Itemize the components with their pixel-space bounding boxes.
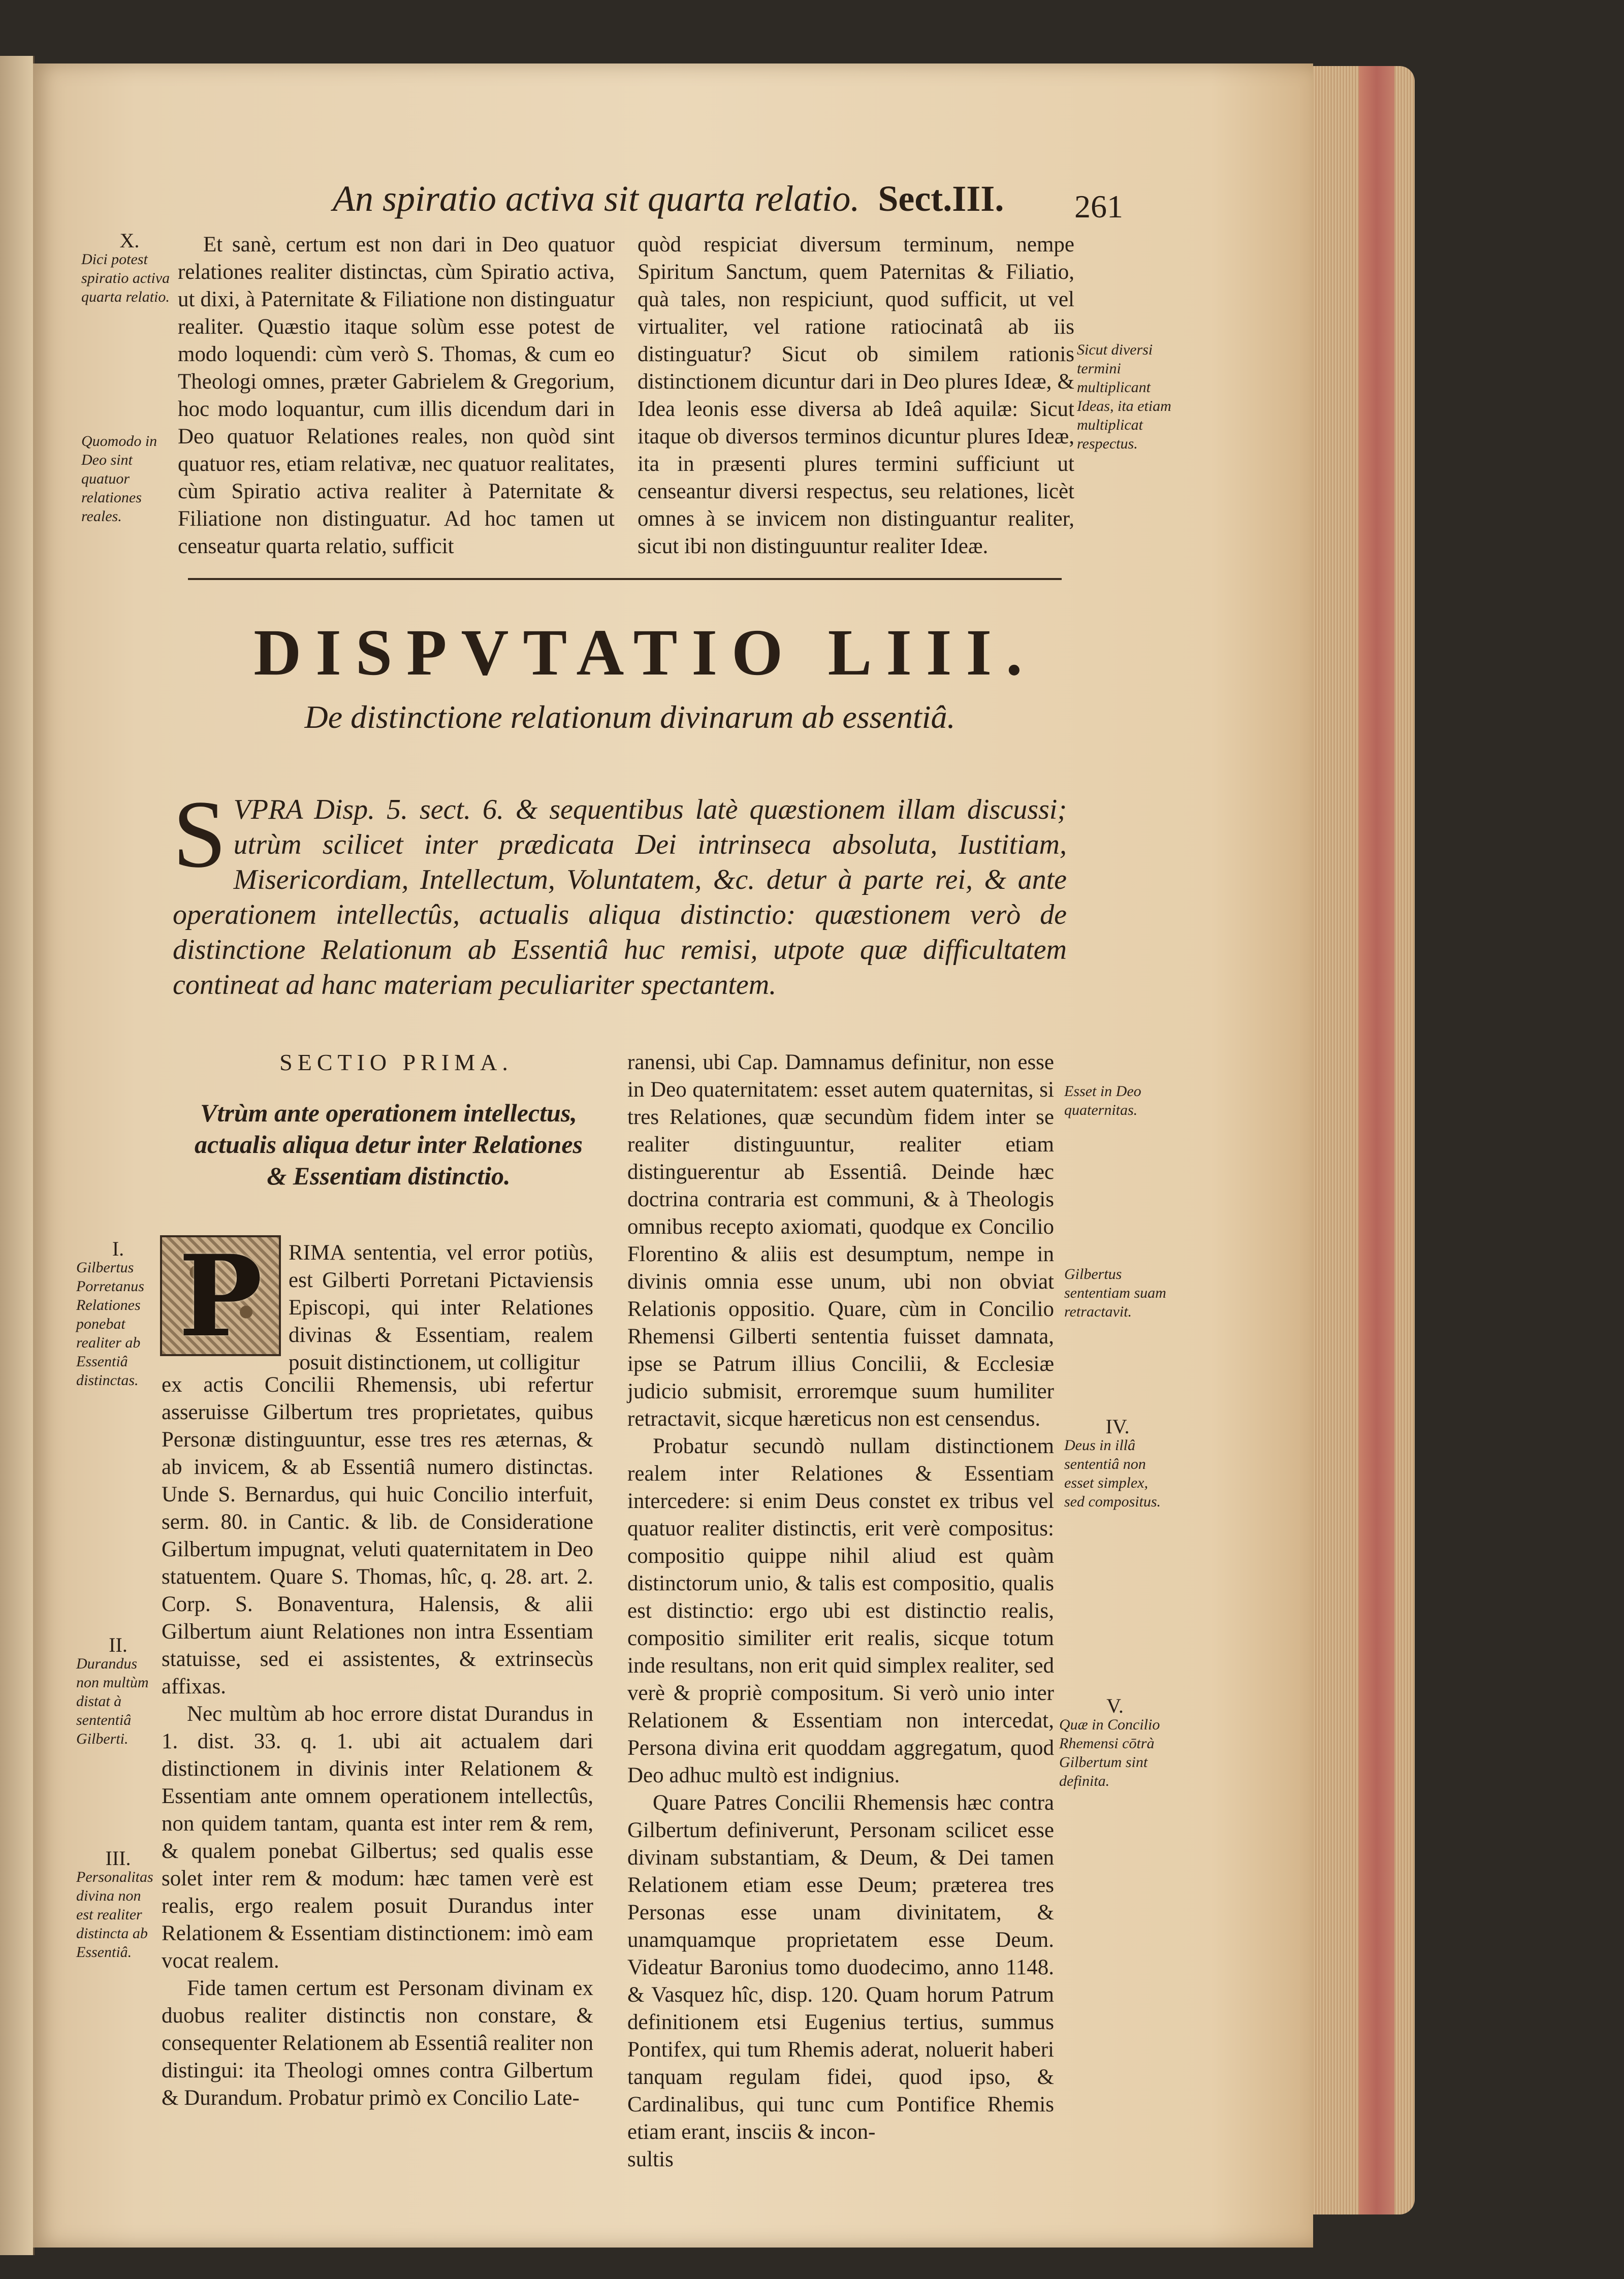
section-rule: [188, 578, 1062, 580]
margin-note-number: I.: [112, 1237, 124, 1260]
paragraph: Probatur secundò nullam distinctionem realem inter Relationes & Essentiam intercedere: si enim Deus constet ex tribus vel quatuor realiter distinctis, erit verè compositus: compositio quippe nihil aliud est quàm distinctorum unio, & talis est compositio, qualis est distinctio: ergo ubi est distinctio realis, compositio similiter erit realis, sicque totum inde resultans, non erit quid simplex realiter, sed verè & propriè compositum. Si verò unio inter Relationem & Essentiam non intercedat, Persona divina erit quoddam aggregatum, quod Deo adhuc multò est indignius.: [627, 1434, 1054, 1787]
margin-note-sicut: [1077, 340, 1179, 453]
margin-note-number: V.: [1106, 1694, 1124, 1717]
intro-paragraph: [173, 781, 1067, 1003]
red-edge-stain: [1359, 66, 1394, 2214]
running-head: [333, 178, 1095, 223]
decorated-initial-letter: P: [178, 1230, 263, 1362]
disputatio-subtitle: De distinctione relationum divinarum ab essentiâ.: [304, 699, 956, 735]
margin-note-i: [76, 1239, 160, 1390]
margin-note-quomodo: [81, 432, 178, 526]
margin-note-text: Quomodo in Deo sint quatuor relationes reales.: [81, 433, 157, 525]
paragraph: ranensi, ubi Cap. Damnamus definitur, non esse in Deo quaternitatem: esset autem quaternitas, si tres Relationes, quæ secundùm fidem inter se realiter distinguuntur, realiter etiam distinguerentur ab Essentiâ. Deinde hæc doctrina contraria est communi, & à Theologis omnibus recepto axiomati, quodque ex Concilio Florentino & aliis est desumptum, nempe in divinis omnia esse unum, ubi non obviat Relationis oppositio. Quare, cùm in Concilio Rhemensi Gilberti sententia fuisset damnata, ipse se Patrum illius Concilii, & Ecclesiæ judicio submisit, erroremque suum humiliter retractavit, sicque hæreticus non est censendus.: [627, 1050, 1054, 1431]
decorated-initial: [160, 1230, 281, 1362]
paragraph: Nec multùm ab hoc errore distat Durandus in 1. dist. 33. q. 1. ubi ait actualem dari distinctionem in divinis inter Relationem & Essentiam ante omnem operationem intellectûs, non quidem tantam, quanta est inter rem & rem, & qualem ponebat Gilbertus; sed qualis esse solet inter rem & modum: hæc tamen verè est realis, ergo realem posuit Durandus inter Relationem & Essentiam distinctionem: imò eam vocat realem.: [162, 1702, 593, 1973]
margin-note-iii: [76, 1849, 160, 1962]
facing-page-edge: [0, 56, 35, 2255]
top-right-column: [638, 231, 1074, 560]
margin-note-retractavit: [1064, 1265, 1171, 1321]
paragraph: quòd respiciat diversum terminum, nempe Spiritum Sanctum, quem Paternitas & Filiatio, quà tales, non respiciunt, quod sufficit, ut vel virtualiter, vel ratione ratiocinatâ ab iis distinguatur? Sicut ob similem rationis distinctionem dicuntur dari in Deo plures Ideæ, & Idea leonis esse diversa ab Ideâ aquilæ: Sicut itaque ob diversos terminos dicuntur plures Ideæ, ita in præsenti plures termini sufficiunt ut censeantur diversi respectus, seu relationes, licèt omnes à se invicem non distinguantur realiter, sicut ibi non distinguuntur realiter Ideæ.: [638, 233, 1074, 558]
book-page-edges: [1313, 66, 1415, 2214]
left-para1-lead: [289, 1239, 593, 1376]
margin-note-text: Quæ in Concilio Rhemensi cōtrà Gilbertum sint definita.: [1059, 1716, 1160, 1789]
margin-note-number: IV.: [1105, 1415, 1130, 1438]
right-column-body: [627, 1049, 1054, 2173]
intro-initial: S: [173, 781, 227, 888]
margin-note-v: [1059, 1696, 1171, 1790]
margin-note-text: Gilbertus Porretanus Relationes ponebat realiter ab Essentiâ distinctas.: [76, 1259, 144, 1389]
margin-note-x: [81, 231, 178, 306]
margin-note-quaternitas: [1064, 1082, 1171, 1119]
margin-note-text: Sicut diversi termini multiplicant Ideas, ita etiam multiplicat respectus.: [1077, 341, 1171, 452]
margin-note-text: Esset in Deo quaternitas.: [1064, 1083, 1141, 1118]
intro-text: VPRA Disp. 5. sect. 6. & sequentibus latè quæstionem illam discussi; utrùm scilicet inter prædicata Dei intrinseca absoluta, Iustitiam, Misericordiam, Intellectum, Voluntatem, &c. detur à parte rei, & ante operationem intellectûs, actualis aliqua distinctio: quæstionem verò de distinctione Relationum ab Essentiâ huc remisi, utpote quæ difficultatem contineat ad hanc materiam peculiariter spectantem.: [173, 794, 1067, 1001]
paragraph: Et sanè, certum est non dari in Deo quatuor relationes realiter distinctas, cùm Spiratio activa, ut dixi, à Paternitate & Filiatione non distinguatur realiter. Quæstio itaque solùm esse potest de modo loquendi: cùm verò S. Thomas, & cum eo Theologi omnes, præter Gabrielem & Gregorium, hoc modo loquantur, cum illis dicendum dari in Deo quatuor Relationes reales, non quòd sint quatuor res, etiam relativæ, nec quatuor realitates, cùm Spiratio activa realiter à Paternitate & Filiatione non distinguatur. Ad hoc tamen ut censeatur quarta relatio, sufficit: [178, 233, 615, 558]
margin-note-text: Dici potest spiratio activa quarta relatio.: [81, 251, 170, 305]
running-section: Sect.III.: [878, 178, 1004, 219]
margin-note-number: II.: [109, 1633, 128, 1656]
disputatio-title: DISPVTATIO LIII.: [253, 616, 1037, 689]
margin-note-text: Durandus non multùm distat à sententiâ Gilberti.: [76, 1655, 149, 1747]
margin-note-text: Personalitas divina non est realiter distincta ab Essentiâ.: [76, 1869, 153, 1961]
paragraph: Fide tamen certum est Personam divinam ex duobus realiter distinctis non constare, & consequenter Relationem ab Essentiâ realiter non distingui: ita Theologi omnes contra Gilbertum & Durandum. Probatur primò ex Concilio Late-: [162, 1976, 593, 2110]
top-left-column: [178, 231, 615, 560]
left-column-body: [162, 1371, 593, 2112]
running-title: An spiratio activa sit quarta relatio.: [333, 178, 860, 219]
margin-note-number: III.: [105, 1847, 131, 1870]
margin-note-iv: [1064, 1417, 1171, 1511]
paragraph: ex actis Concilii Rhemensis, ubi refertur asseruisse Gilbertum tres proprietates, quibus Personæ distinguuntur, esse tres res æternas, & ab invicem, & ab Essentiâ numero distinctas. Unde S. Bernardus, qui huic Concilio interfuit, serm. 80. in Cantic. & lib. de Consideratione Gilbertum impugnat, veluti quaternitatem in Deo statuentem. Quare S. Thomas, hîc, q. 28. art. 2. Corp. S. Bonaventura, Halensis, & alii Gilbertum aiunt Relationes non intra Essentiam statuisse, sed ei assistentes, & extrinsecùs affixas.: [162, 1373, 593, 1698]
paragraph: Quare Patres Concilii Rhemensis hæc contra Gilbertum definiverunt, Personam scilicet esse divinam substantiam, & Deum, & Dei tamen Relationem etiam esse Deum; præterea tres Personas esse unam divinitatem, & unamquamque proprietatem esse Deum. Videatur Baronius tomo duodecimo, anno 1148. & Vasquez hîc, disp. 120. Quam horum Patrum definitionem etsi Eugenius tertius, summus Pontifex, qui tum Rhemis aderat, noluerit haberi tanquam regulam fidei, quod ipso, & Cardinalibus, qui tunc cum Pontifice Rhemis etiam erant, insciis & incon-: [627, 1791, 1054, 2144]
paragraph: RIMA sententia, vel error potiùs, est Gilberti Porretani Pictaviensis Episcopi, qui inter Relationes divinas & Essentiam, realem posuit distinctionem, ut colligitur: [289, 1241, 593, 1374]
margin-note-ii: [76, 1635, 160, 1748]
sectio-label: SECTIO PRIMA.: [279, 1049, 513, 1075]
catchword: sultis: [627, 2147, 674, 2171]
sectio-question: Vtrùm ante operationem intellectus, actualis aliqua detur inter Relationes & Essentiam distinctio.: [195, 1099, 583, 1190]
margin-note-number: X.: [119, 229, 140, 252]
margin-note-text: Deus in illâ sententiâ non esset simplex, sed compositus.: [1064, 1437, 1161, 1510]
page-number: 261: [1074, 188, 1123, 224]
margin-note-text: Gilbertus sententiam suam retractavit.: [1064, 1266, 1166, 1320]
